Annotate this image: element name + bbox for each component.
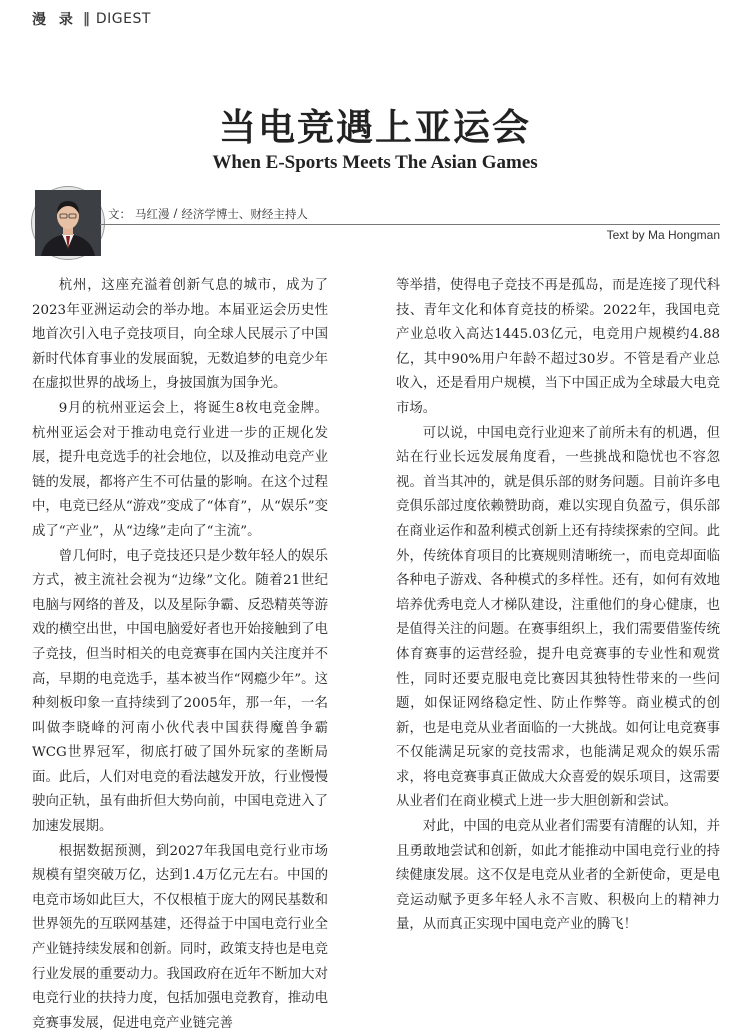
paragraph: 可以说，中国电竞行业迎来了前所未有的机遇，但站在行业长远发展角度看，一些挑战和隐忧也不容忽视。首当其冲的，就是俱乐部的财务问题。目前许多电竞俱乐部过度依赖赞助商，难以实现自负盈亏，俱乐部在商业运作和盈利模式创新上还有持续探索的空间。此外，传统体育项目的比赛规则清晰统一，而电竞却面临各种电子游戏、各种模式的多样性。还有，如何有效地培养优秀电竞人才梯队建设，注重他们的身心健康，也是值得关注的问题。在赛事组织上，我们需要借鉴传统体育赛事的运营经验，提升电竞赛事的专业性和观赏性，同时还要克服电竞比赛因其独特性带来的一些问题，如保证网络稳定性、防止作弊等。商业模式的创新，也是电竞从业者面临的一大挑战。如何让电竞赛事不仅能满足玩家的竞技需求，也能满足观众的娱乐需求，将电竞赛事真正做成大众喜爱的娱乐项目，这需要从业者们在商业模式上进一步大胆创新和尝试。 bbox=[396, 425, 720, 810]
section-label-cn: 漫 录 bbox=[32, 12, 77, 28]
article-subtitle: When E-Sports Meets The Asian Games bbox=[212, 152, 538, 173]
author-role: 经济学博士、财经主持人 bbox=[181, 207, 308, 221]
author-divider-line bbox=[100, 224, 720, 225]
paragraph: 根据数据预测，到2027年我国电竞行业市场规模有望突破万亿，达到1.4万亿元左右。中国的电竞市场如此巨大，不仅根植于庞大的网民基数和世界领先的互联网基建，还得益于中国电竞行业全产业链持续发展和创新。同时，政策支持也是电竞行业发展的重要动力。我国政府在近年不断加大对电竞行业的扶持力度，包括加强电竞教育，推动电竞赛事发展，促进电竞产业链完善 bbox=[32, 843, 328, 1031]
author-prefix: 文： bbox=[108, 207, 131, 221]
article-column-right bbox=[396, 274, 720, 1022]
english-byline: Text by Ma Hongman bbox=[606, 228, 720, 242]
section-header bbox=[32, 9, 151, 29]
section-label-en: DIGEST bbox=[95, 11, 151, 27]
article-column-left bbox=[32, 274, 328, 1031]
paragraph: 等举措，使得电子竞技不再是孤岛，而是连接了现代科技、青年文化和体育竞技的桥梁。2022年，我国电竞产业总收入高达1445.03亿元，电竞用户规模约4.88亿，其中90%用户年龄不超过30岁。不管是看产业总收入，还是看用户规模，当下中国正成为全球最大电竞市场。 bbox=[396, 278, 720, 416]
author-info bbox=[108, 206, 308, 222]
paragraph: 曾几何时，电子竞技还只是少数年轻人的娱乐方式，被主流社会视为“边缘”文化。随着21世纪电脑与网络的普及，以及星际争霸、反恐精英等游戏的横空出世，中国电脑爱好者也开始接触到了电子竞技，但当时相关的电竞赛事在国内关注度并不高，早期的电竞选手，基本被当作“网瘾少年”。这种刻板印象一直持续到了2005年，那一年，一名叫做李晓峰的河南小伙代表中国获得魔兽争霸WCG世界冠军，彻底打破了国外玩家的垄断局面。此后，人们对电竞的看法越发开放，行业慢慢驶向正轨，虽有曲折但大势向前，中国电竞进入了加速发展期。 bbox=[32, 548, 328, 835]
author-name: 马红漫 bbox=[135, 207, 170, 221]
section-divider: ‖ bbox=[82, 11, 90, 27]
paragraph: 对此，中国的电竞从业者们需要有清醒的认知，并且勇敢地尝试和创新，如此才能推动中国电竞行业的持续健康发展。这不仅是电竞从业者的全新使命，更是电竞运动赋予更多年轻人永不言败、积极向上的精神力量，从而真正实现中国电竞产业的腾飞！ bbox=[396, 819, 720, 933]
author-portrait-icon bbox=[35, 190, 101, 256]
paragraph: 杭州，这座充溢着创新气息的城市，成为了2023年亚洲运动会的举办地。本届亚运会历史性地首次引入电子竞技项目，向全球人民展示了中国新时代体育事业的发展面貌，无数追梦的电竞少年在虚拟世界的战场上，身披国旗为国争光。 bbox=[32, 278, 328, 392]
paragraph: 9月的杭州亚运会上，将诞生8枚电竞金牌。杭州亚运会对于推动电竞行业进一步的正规化发展，提升电竞选手的社会地位，以及推动电竞产业链的发展，都将产生不可估量的影响。在这个过程中，电竞已经从“游戏”变成了“体育”，从“娱乐”变成了“产业”，从“边缘”走向了“主流”。 bbox=[32, 400, 328, 539]
author-separator: / bbox=[173, 206, 178, 220]
author-avatar bbox=[32, 187, 104, 259]
article-title: 当电竞遇上亚运会 bbox=[219, 105, 531, 149]
